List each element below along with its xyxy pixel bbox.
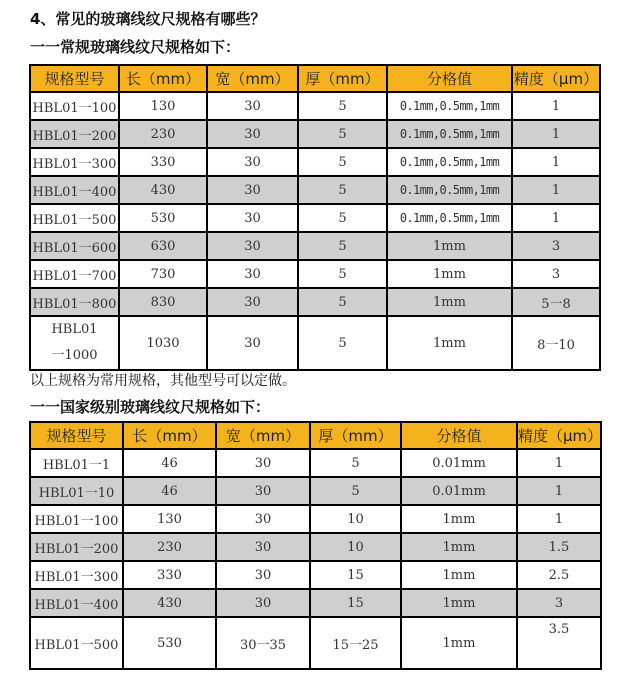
table-row	[30, 148, 600, 176]
cell-length: 730	[119, 260, 207, 288]
cell-division: 0.1mm,0.5mm,1mm	[387, 120, 512, 148]
cell-thickness: 5	[298, 288, 387, 316]
header-width: 宽（mm）	[207, 65, 298, 92]
cell-model	[30, 316, 119, 370]
header-length: 长（mm）	[119, 65, 207, 92]
cell-thickness: 5	[310, 477, 401, 505]
header-division: 分格值	[401, 422, 517, 449]
cell-length: 830	[119, 288, 207, 316]
cell-length: 130	[123, 505, 216, 533]
cell-thickness: 10	[310, 533, 401, 561]
cell-accuracy: 1	[517, 505, 601, 533]
table-row	[30, 288, 600, 316]
cell-thickness: 5	[298, 148, 387, 176]
cell-thickness: 5	[298, 92, 387, 120]
cell-thickness: 5	[298, 316, 387, 370]
header-length: 长（mm）	[123, 422, 216, 449]
table-header-row	[30, 65, 600, 92]
cell-width: 30	[216, 449, 310, 477]
header-model: 规格型号	[30, 422, 123, 449]
cell-division: 0.1mm,0.5mm,1mm	[387, 204, 512, 232]
cell-division: 1mm	[387, 316, 512, 370]
cell-model: HBL01一100	[30, 505, 123, 533]
cell-accuracy: 3	[512, 260, 600, 288]
cell-width: 30	[207, 260, 298, 288]
cell-accuracy: 8一10	[512, 316, 600, 370]
regular-spec-table	[29, 64, 601, 371]
cell-thickness: 15	[310, 589, 401, 617]
cell-division: 1mm	[387, 288, 512, 316]
cell-accuracy: 3	[512, 232, 600, 260]
cell-model-text: HBL01一1000	[51, 322, 98, 363]
cell-division: 1mm	[401, 533, 517, 561]
cell-length: 1030	[119, 316, 207, 370]
table-row	[30, 449, 601, 477]
cell-model: HBL01一500	[30, 204, 119, 232]
cell-accuracy: 5一8	[512, 288, 600, 316]
cell-thickness: 5	[298, 260, 387, 288]
section2-subtitle: 一一国家级别玻璃线纹尺规格如下：	[30, 398, 271, 416]
page-heading: 4、常见的玻璃线纹尺规格有哪些？	[30, 10, 266, 28]
cell-width: 30	[207, 148, 298, 176]
cell-length: 430	[123, 589, 216, 617]
cell-model: HBL01一300	[30, 148, 119, 176]
cell-model: HBL01一500	[30, 617, 123, 669]
cell-division: 1mm	[401, 589, 517, 617]
table-row	[30, 260, 600, 288]
cell-division: 0.1mm,0.5mm,1mm	[387, 148, 512, 176]
cell-width: 30	[216, 505, 310, 533]
cell-accuracy: 1	[517, 449, 601, 477]
cell-thickness: 5	[298, 176, 387, 204]
cell-length: 530	[119, 204, 207, 232]
cell-division: 1mm	[387, 232, 512, 260]
cell-width: 30	[207, 120, 298, 148]
cell-model: HBL01一200	[30, 120, 119, 148]
cell-length: 230	[119, 120, 207, 148]
cell-width: 30	[216, 477, 310, 505]
cell-width: 30	[207, 316, 298, 370]
custom-note: 以上规格为常用规格，其他型号可以定做。	[30, 373, 296, 389]
table-row	[30, 505, 601, 533]
cell-accuracy: 3	[517, 589, 601, 617]
cell-width: 30	[207, 92, 298, 120]
cell-model: HBL01一700	[30, 260, 119, 288]
cell-model: HBL01一400	[30, 589, 123, 617]
cell-model: HBL01一100	[30, 92, 119, 120]
table-row	[30, 92, 600, 120]
cell-accuracy: 3.5	[517, 617, 601, 669]
cell-width: 30	[207, 204, 298, 232]
cell-width: 30	[207, 176, 298, 204]
cell-model: HBL01一800	[30, 288, 119, 316]
cell-model: HBL01一1	[30, 449, 123, 477]
cell-length: 46	[123, 477, 216, 505]
cell-accuracy: 1	[512, 148, 600, 176]
cell-accuracy: 1	[512, 92, 600, 120]
cell-length: 430	[119, 176, 207, 204]
cell-model: HBL01一200	[30, 533, 123, 561]
cell-model: HBL01一300	[30, 561, 123, 589]
header-width: 宽（mm）	[216, 422, 310, 449]
cell-accuracy: 1.5	[517, 533, 601, 561]
cell-thickness: 15一25	[310, 617, 401, 669]
cell-width: 30一35	[216, 617, 310, 669]
cell-division: 0.1mm,0.5mm,1mm	[387, 176, 512, 204]
cell-accuracy: 2.5	[517, 561, 601, 589]
cell-length: 230	[123, 533, 216, 561]
cell-width: 30	[207, 232, 298, 260]
table-row	[30, 232, 600, 260]
cell-width: 30	[216, 561, 310, 589]
cell-width: 30	[216, 589, 310, 617]
table-row	[30, 561, 601, 589]
cell-accuracy: 1	[512, 204, 600, 232]
cell-accuracy: 1	[512, 120, 600, 148]
table-row	[30, 477, 601, 505]
header-thickness: 厚（mm）	[298, 65, 387, 92]
cell-length: 330	[119, 148, 207, 176]
cell-division: 1mm	[401, 617, 517, 669]
cell-thickness: 5	[310, 449, 401, 477]
cell-thickness: 5	[298, 120, 387, 148]
cell-division: 1mm	[401, 561, 517, 589]
cell-length: 46	[123, 449, 216, 477]
header-division: 分格值	[387, 65, 512, 92]
table-row	[30, 316, 600, 370]
header-model: 规格型号	[30, 65, 119, 92]
cell-division: 1mm	[401, 505, 517, 533]
table-row	[30, 589, 601, 617]
header-thickness: 厚（mm）	[310, 422, 401, 449]
cell-length: 630	[119, 232, 207, 260]
cell-division: 1mm	[387, 260, 512, 288]
table-row	[30, 120, 600, 148]
cell-accuracy: 1	[512, 176, 600, 204]
header-accuracy: 精度（μm）	[512, 65, 600, 92]
cell-thickness: 15	[310, 561, 401, 589]
table-row	[30, 204, 600, 232]
table-row	[30, 617, 601, 669]
cell-length: 130	[119, 92, 207, 120]
header-accuracy: 精度（μm）	[517, 422, 601, 449]
cell-division: 0.1mm,0.5mm,1mm	[387, 92, 512, 120]
cell-accuracy: 1	[517, 477, 601, 505]
cell-width: 30	[207, 288, 298, 316]
cell-thickness: 10	[310, 505, 401, 533]
table-row	[30, 533, 601, 561]
cell-division: 0.01mm	[401, 477, 517, 505]
national-spec-table	[29, 421, 602, 670]
cell-length: 330	[123, 561, 216, 589]
cell-model: HBL01一10	[30, 477, 123, 505]
table-header-row	[30, 422, 601, 449]
table-row	[30, 176, 600, 204]
cell-length: 530	[123, 617, 216, 669]
cell-division: 0.01mm	[401, 449, 517, 477]
cell-thickness: 5	[298, 204, 387, 232]
cell-model: HBL01一400	[30, 176, 119, 204]
section1-subtitle: 一一常规玻璃线纹尺规格如下：	[30, 38, 241, 56]
cell-width: 30	[216, 533, 310, 561]
cell-thickness: 5	[298, 232, 387, 260]
cell-model: HBL01一600	[30, 232, 119, 260]
